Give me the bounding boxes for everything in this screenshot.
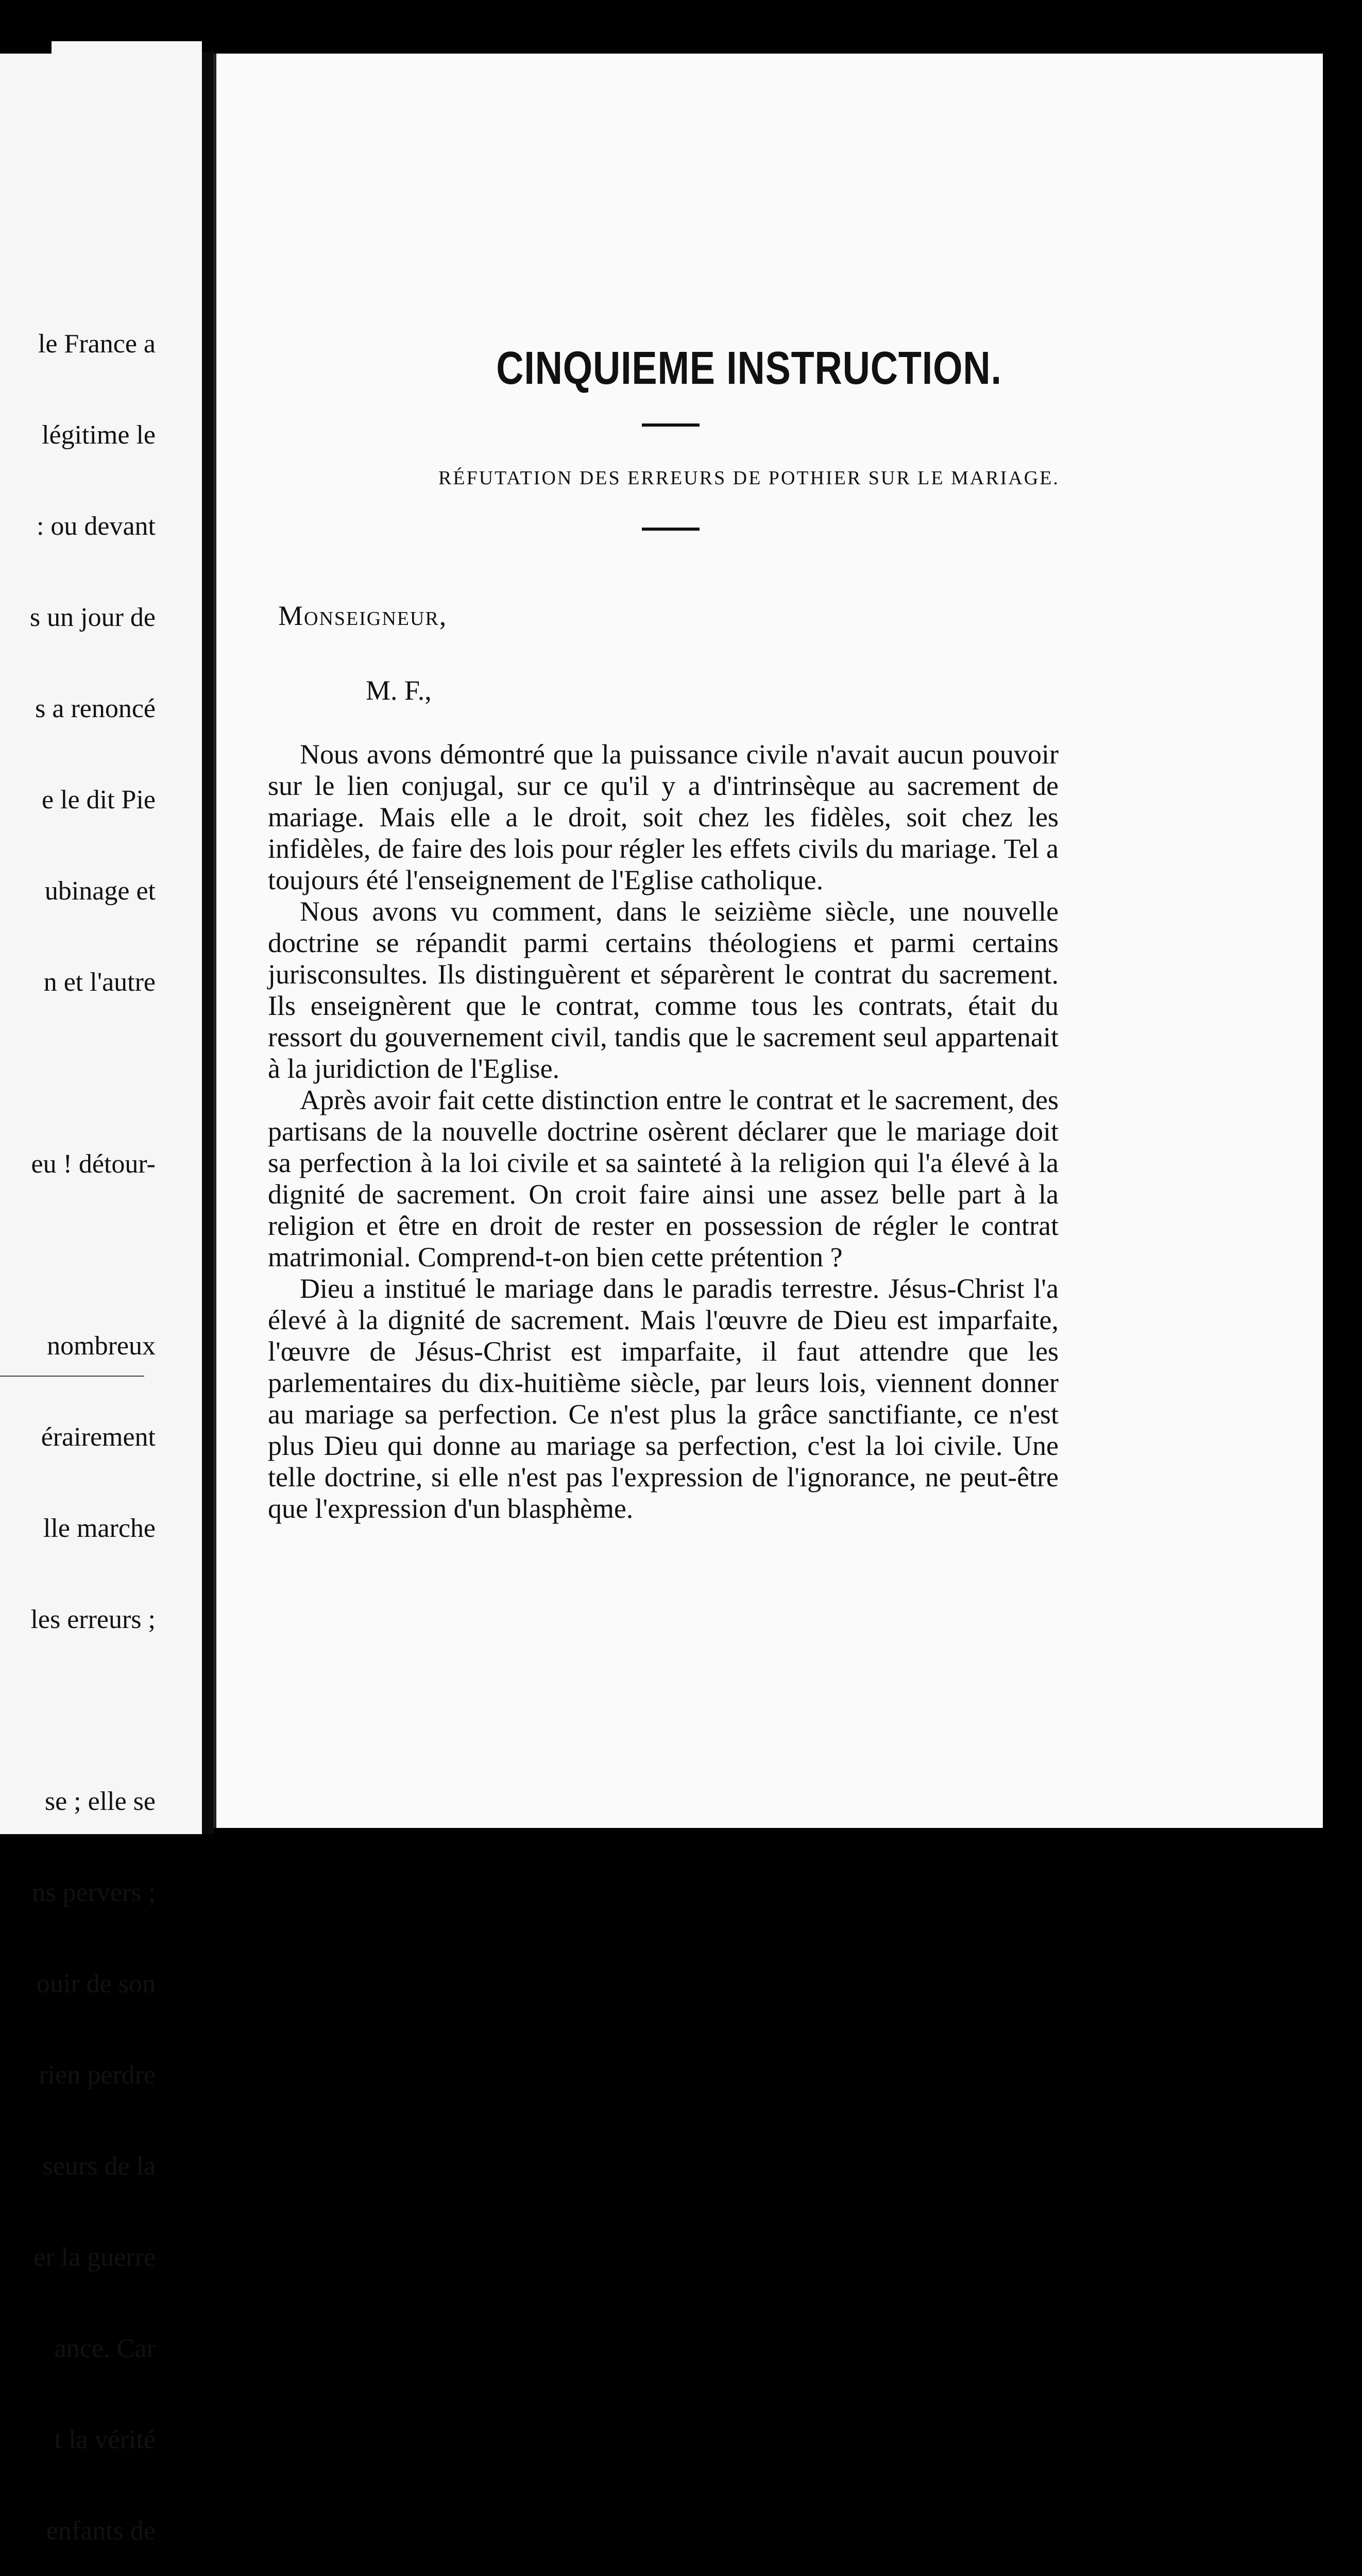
footnote-rule <box>0 1376 144 1377</box>
previous-page-text <box>30 268 156 2576</box>
previous-page-fragment <box>0 41 202 2546</box>
page-edge-shadow <box>0 41 52 54</box>
prev-line: er la guerre <box>33 2243 156 2272</box>
prev-line: se ; elle se <box>44 1787 156 1816</box>
subtitle-rule <box>642 528 700 531</box>
prev-line: s a renoncé <box>35 694 156 723</box>
prev-line: eu ! détour- <box>31 1149 156 1179</box>
prev-line: e le dit Pie <box>42 785 156 815</box>
chapter-title: CINQUIEME INSTRUCTION. <box>496 343 1002 394</box>
prev-line: s un jour de <box>29 603 156 632</box>
title-rule <box>642 423 700 427</box>
address-line: M. F., <box>366 675 432 706</box>
prev-line: rien perdre <box>39 2060 156 2090</box>
prev-line: seurs de la <box>42 2151 156 2181</box>
body-text <box>268 739 1059 1524</box>
salutation: Monseigneur, <box>278 600 448 631</box>
prev-line: légitime le <box>42 420 156 450</box>
main-page <box>213 54 1323 1828</box>
prev-line: érairement <box>41 1422 156 1452</box>
prev-line: enfants de <box>46 2516 156 2546</box>
prev-line: les erreurs ; <box>30 1605 156 1634</box>
prev-line: ns pervers ; <box>32 1878 156 1907</box>
prev-line: ance. Car <box>54 2334 156 2363</box>
book-gutter <box>202 52 214 1834</box>
prev-line: nombreux <box>47 1331 156 1361</box>
prev-line: ouir de son <box>36 1969 156 1998</box>
prev-line: le France a <box>38 329 156 359</box>
prev-line: : ou devant <box>36 512 156 541</box>
paragraph: Nous avons démontré que la puissance civile n'avait aucun pouvoir sur le lien conjugal, sur ce qu'il y a d'intrinsèque au sacrement de mariage. Mais elle a le droit, soit chez les fidèles, soit chez les infidèles, de faire des lois pour régler les effets civils du mariage. Tel a toujours été l'enseignement de l'Eglise catholique. <box>268 739 1059 895</box>
chapter-subtitle: RÉFUTATION DES ERREURS DE POTHIER SUR LE MARIAGE. <box>438 467 1060 489</box>
paragraph: Dieu a institué le mariage dans le paradis terrestre. Jésus-Christ l'a élevé à la dignité de sacrement. Mais l'œuvre de Dieu est imparfaite, l'œuvre de Jésus-Christ est imparfaite, il faut attendre que les parlementaires du dix-huitième siècle, par leurs lois, viennent donner au mariage sa perfection. Ce n'est plus la grâce sanctifiante, ce n'est plus Dieu qui donne au mariage sa perfection, c'est la loi civile. Une telle doctrine, si elle n'est pas l'expression de l'ignorance, ne peut-être que l'expression d'un blasphème. <box>268 1273 1059 1524</box>
prev-line: lle marche <box>43 1514 156 1543</box>
prev-line: t la vérité <box>54 2425 156 2454</box>
prev-line: ubinage et <box>44 876 156 906</box>
paragraph: Nous avons vu comment, dans le seizième siècle, une nouvelle doctrine se répandit parmi certains théologiens et parmi certains jurisconsultes. Ils distinguèrent et séparèrent le contrat du sacrement. Ils enseignèrent que le contrat, comme tous les contrats, était du ressort du gouvernement civil, tandis que le sacrement seul appartenait à la juridiction de l'Eglise. <box>268 896 1059 1084</box>
prev-line: n et l'autre <box>43 968 156 997</box>
paragraph: Après avoir fait cette distinction entre le contrat et le sacrement, des partisans de la nouvelle doctrine osèrent déclarer que le mariage doit sa perfection à la loi civile et sa sainteté à la religion qui l'a élevé à la dignité de sacrement. On croit faire ainsi une assez belle part à la religion et être en droit de rester en possession de régler le contrat matrimonial. Comprend-t-on bien cette prétention ? <box>268 1084 1059 1273</box>
